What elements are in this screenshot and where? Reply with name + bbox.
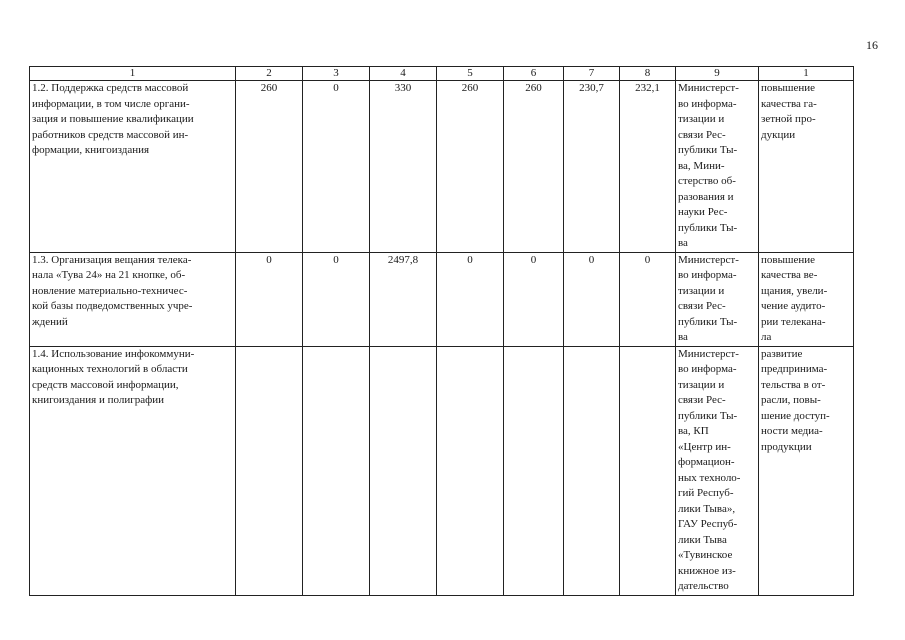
result-cell: повышение качества га- зетной про- дукции xyxy=(759,81,854,253)
value-cell: 0 xyxy=(504,252,564,346)
page-number: 16 xyxy=(866,38,878,52)
value-cell: 232,1 xyxy=(620,81,676,253)
column-header: 1 xyxy=(759,67,854,81)
value-cell xyxy=(437,346,504,595)
value-cell xyxy=(303,346,370,595)
result-cell: развитие предпринима- тельства в от- расли, повы- шение доступ- ности медиа- продукции xyxy=(759,346,854,595)
value-cell: 230,7 xyxy=(564,81,620,253)
value-cell: 0 xyxy=(564,252,620,346)
executor-cell: Министерст- во информа- тизации и связи Рес- публики Ты- ва xyxy=(676,252,759,346)
program-table xyxy=(29,66,854,596)
value-cell xyxy=(620,346,676,595)
table-row xyxy=(30,346,854,595)
measure-description: 1.3. Организация вещания телека- нала «Тува 24» на 21 кнопке, об- новление материально-техничес- кой базы подведомственных учре- ждений xyxy=(30,252,236,346)
column-header: 5 xyxy=(437,67,504,81)
value-cell: 0 xyxy=(437,252,504,346)
value-cell: 260 xyxy=(504,81,564,253)
column-number-row xyxy=(30,67,854,81)
value-cell: 260 xyxy=(236,81,303,253)
value-cell xyxy=(370,346,437,595)
value-cell: 0 xyxy=(303,252,370,346)
value-cell xyxy=(504,346,564,595)
measure-description: 1.2. Поддержка средств массовой информации, в том числе органи- зация и повышение квалификации работников средств массовой ин- формации, книгоиздания xyxy=(30,81,236,253)
column-header: 3 xyxy=(303,67,370,81)
value-cell: 0 xyxy=(303,81,370,253)
column-header: 8 xyxy=(620,67,676,81)
executor-cell: Министерст- во информа- тизации и связи Рес- публики Ты- ва, КП «Центр ин- формацион- ных техноло- гий Респуб- лики Тыва», ГАУ Респуб- лики Тыва «Тувинское книжное из- дательство xyxy=(676,346,759,595)
measure-description: 1.4. Использование инфокоммуни- кационных технологий в области средств массовой информации, книгоиздания и полиграфии xyxy=(30,346,236,595)
result-cell: повышение качества ве- щания, увели- чение аудито- рии телекана- ла xyxy=(759,252,854,346)
value-cell: 2497,8 xyxy=(370,252,437,346)
value-cell xyxy=(564,346,620,595)
value-cell: 260 xyxy=(437,81,504,253)
value-cell: 0 xyxy=(236,252,303,346)
value-cell: 330 xyxy=(370,81,437,253)
value-cell: 0 xyxy=(620,252,676,346)
table-row xyxy=(30,81,854,253)
table-row xyxy=(30,252,854,346)
executor-cell: Министерст- во информа- тизации и связи Рес- публики Ты- ва, Мини- стерство об- разования и науки Рес- публики Ты- ва xyxy=(676,81,759,253)
column-header: 4 xyxy=(370,67,437,81)
column-header: 9 xyxy=(676,67,759,81)
column-header: 1 xyxy=(30,67,236,81)
column-header: 2 xyxy=(236,67,303,81)
value-cell xyxy=(236,346,303,595)
column-header: 6 xyxy=(504,67,564,81)
column-header: 7 xyxy=(564,67,620,81)
